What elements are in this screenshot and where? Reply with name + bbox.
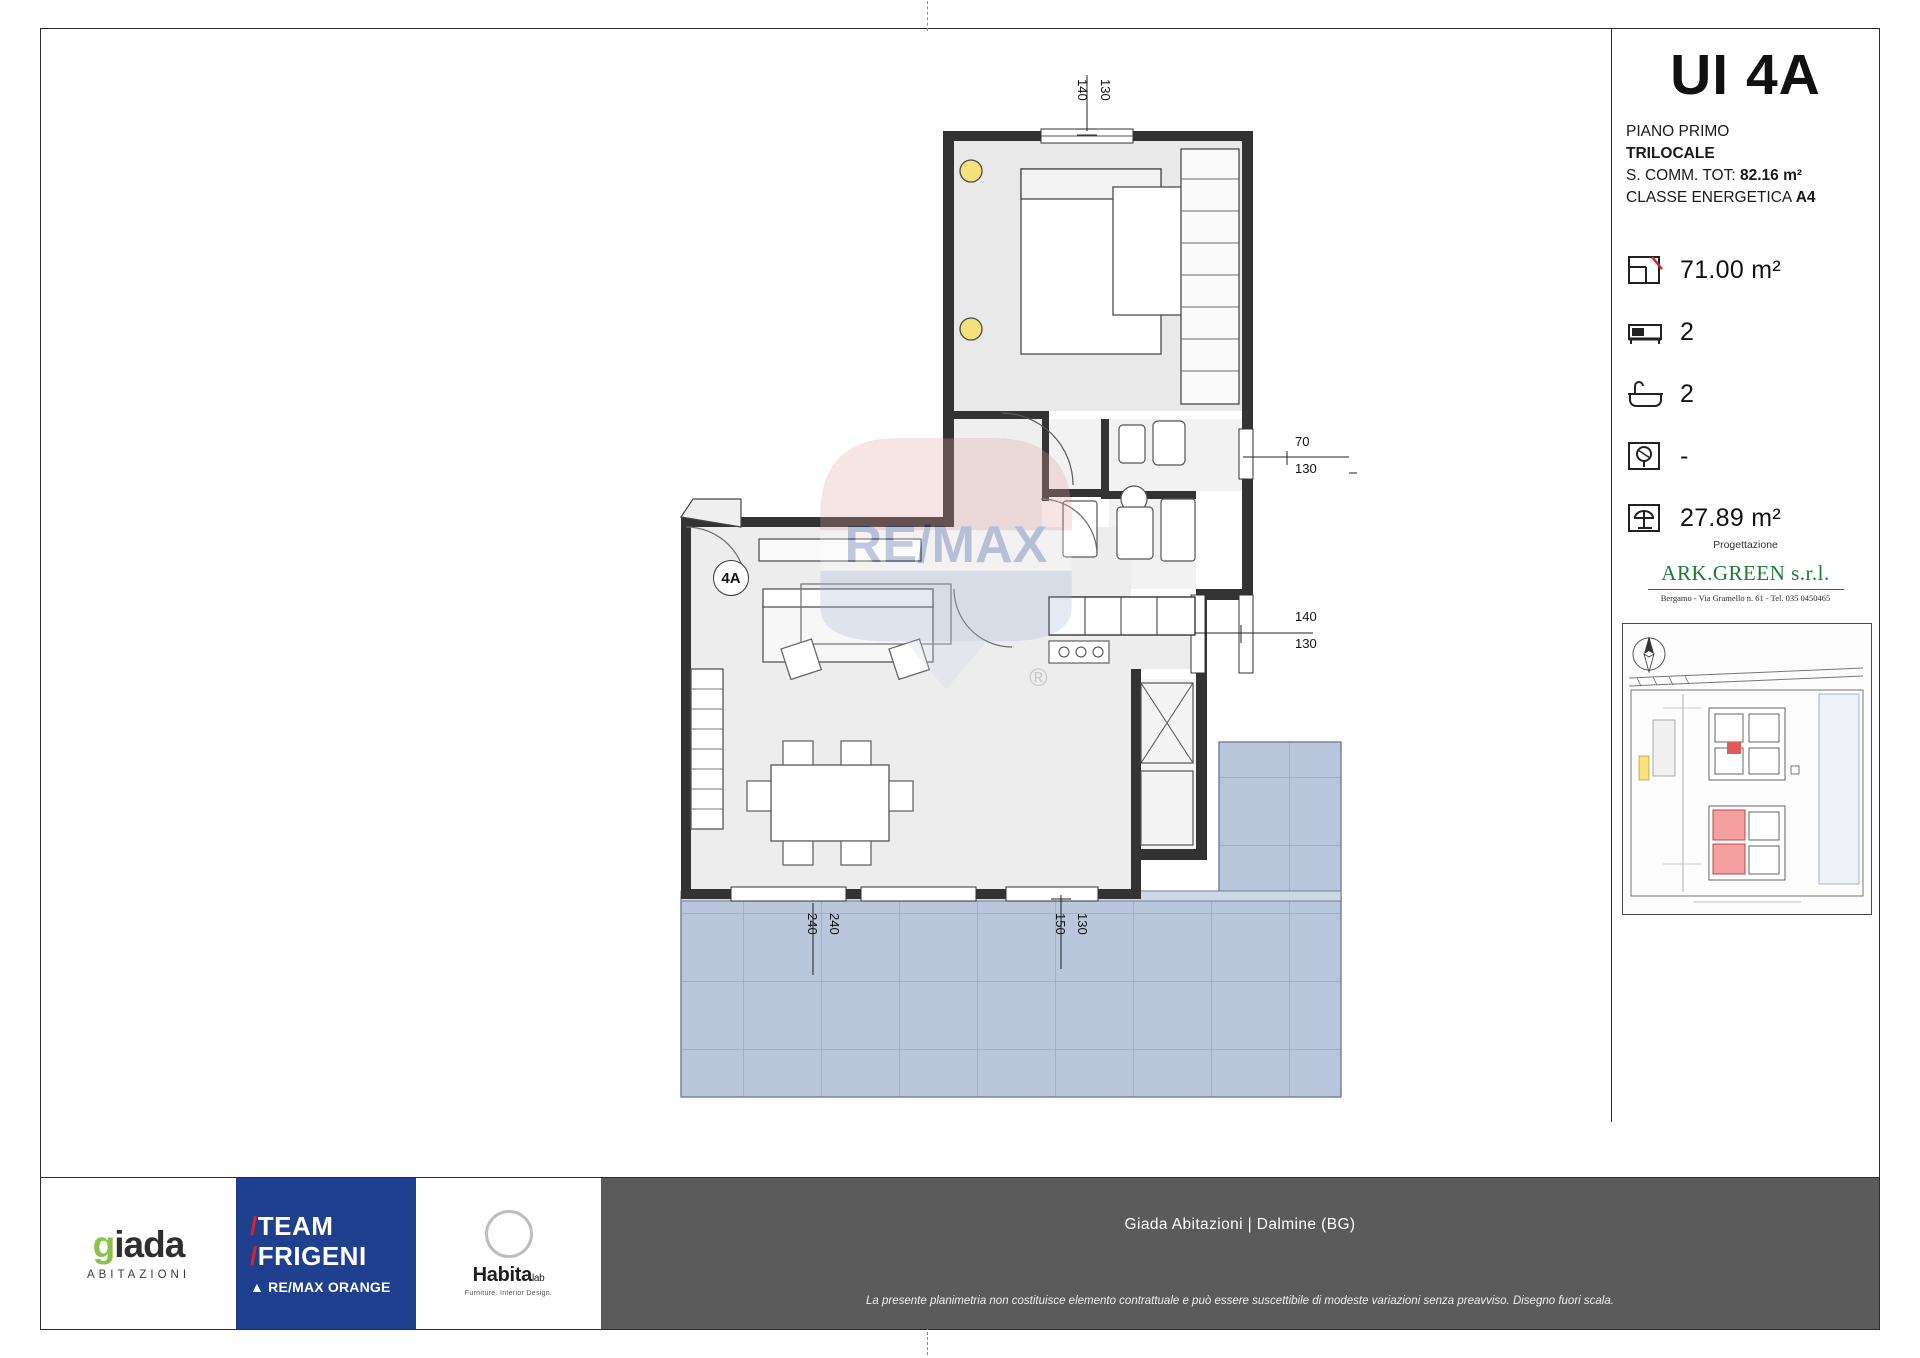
designer-firm: ARK.GREEN s.r.l. [1661, 561, 1830, 585]
site-location-map [1622, 623, 1872, 915]
metric-terrace-value: 27.89 m² [1680, 503, 1782, 532]
slash-icon-2: / [250, 1240, 258, 1271]
habita-suffix-text: lab [531, 1273, 545, 1284]
unit-tag [713, 560, 749, 596]
giada-subtitle: ABITAZIONI [86, 1269, 191, 1281]
dim-living-window-height: 130 [1075, 913, 1090, 935]
metrics-list [1626, 239, 1876, 549]
dim-leader-bedroom [1041, 69, 1161, 139]
dim-living-door-b: 240 [827, 913, 842, 935]
remax-orange-text: RE/MAX ORANGE [268, 1278, 391, 1295]
slash-icon: / [250, 1211, 258, 1242]
dim-bath-window-width: 70 [1295, 434, 1310, 449]
metric-bathrooms-value: 2 [1680, 379, 1695, 408]
info-panel [1611, 29, 1879, 1122]
balloon-icon: ▲ [250, 1278, 265, 1295]
dim-bedroom-window-width: 140 [1075, 79, 1090, 101]
remax-team-frigeni-logo [236, 1178, 416, 1329]
remax-orange-line [250, 1279, 416, 1295]
energy-label: CLASSE ENERGETICA [1626, 189, 1792, 206]
footer-disclaimer: La presente planimetria non costituisce elemento contrattuale e può essere suscettibile di modeste variazioni senza preavviso. Disegno fuori scala. [866, 1295, 1614, 1307]
footer-company-line: Giada Abitazioni | Dalmine (BG) [1124, 1216, 1356, 1233]
metric-bedrooms-value: 2 [1680, 317, 1695, 346]
giada-wordmark [93, 1226, 185, 1263]
floorplan-area-icon [1626, 253, 1666, 287]
giada-logo [41, 1178, 236, 1329]
dim-leader-bath [1239, 429, 1359, 489]
unit-subtitle-block [1626, 121, 1872, 209]
habita-tagline: Furniture. Interior Design. [464, 1290, 553, 1297]
plan-sheet [40, 28, 1880, 1330]
designer-label: Progettazione [1713, 539, 1778, 551]
metric-floor-area-value: 71.00 m² [1680, 255, 1782, 284]
designer-address: Bergamo - Via Gramello n. 61 - Tel. 035 0450465 [1660, 593, 1831, 603]
fold-mark-bottom [927, 1327, 928, 1355]
dim-living-door-a: 240 [805, 913, 820, 935]
designer-rule [1648, 589, 1844, 590]
energy-value: A4 [1795, 189, 1816, 206]
type-label: TRILOCALE [1626, 145, 1715, 162]
remax-frigeni-text: FRIGENI [257, 1240, 367, 1271]
floor-plan-drawing [41, 29, 1613, 1122]
svg-text:RE/MAX: RE/MAX [844, 516, 1048, 575]
metric-bathrooms [1626, 363, 1876, 425]
logo-strip [41, 1178, 601, 1329]
surface-value: 82.16 m² [1739, 167, 1803, 184]
metric-floor-area [1626, 239, 1876, 301]
giada-rest: iada [114, 1224, 185, 1265]
remax-team-line [250, 1212, 416, 1241]
energy-row [1626, 187, 1872, 209]
unit-title: UI 4A [1670, 43, 1821, 107]
fold-mark-top [927, 1, 928, 31]
floor-label: PIANO PRIMO [1626, 123, 1730, 140]
svg-text:®: ® [1029, 663, 1048, 692]
habitalab-logo [416, 1178, 601, 1329]
habita-wordmark [473, 1264, 545, 1287]
footer-text-band [601, 1178, 1879, 1329]
unit-tag-label: 4A [721, 569, 741, 587]
bed-icon [1626, 315, 1666, 349]
metric-garden-value: - [1680, 441, 1689, 470]
habita-name-text: Habita [472, 1264, 532, 1286]
habita-ring-icon [485, 1210, 533, 1258]
terrace-umbrella-icon [1626, 501, 1666, 535]
remax-team-text: TEAM [257, 1211, 334, 1242]
dim-leader-living-doors [783, 903, 843, 983]
dim-living-window-width: 150 [1053, 913, 1068, 935]
dim-kitchen-window-height: 130 [1295, 636, 1317, 651]
dim-bath-window-height: 130 [1295, 461, 1317, 476]
dim-bedroom-window-height: 130 [1098, 79, 1113, 101]
surface-row [1626, 165, 1872, 187]
surface-label: S. COMM. TOT: [1626, 167, 1736, 184]
sheet-footer [41, 1177, 1879, 1329]
metric-bedrooms [1626, 301, 1876, 363]
dim-leader-kitchen [1191, 605, 1321, 665]
designer-block [1612, 539, 1879, 603]
metric-garden [1626, 425, 1876, 487]
dim-leader-living-window [1031, 895, 1091, 975]
tree-garden-icon [1626, 439, 1666, 473]
dim-kitchen-window-width: 140 [1295, 609, 1317, 624]
giada-g: g [92, 1224, 115, 1265]
bathtub-icon [1626, 377, 1666, 411]
remax-frigeni-line [250, 1242, 416, 1271]
